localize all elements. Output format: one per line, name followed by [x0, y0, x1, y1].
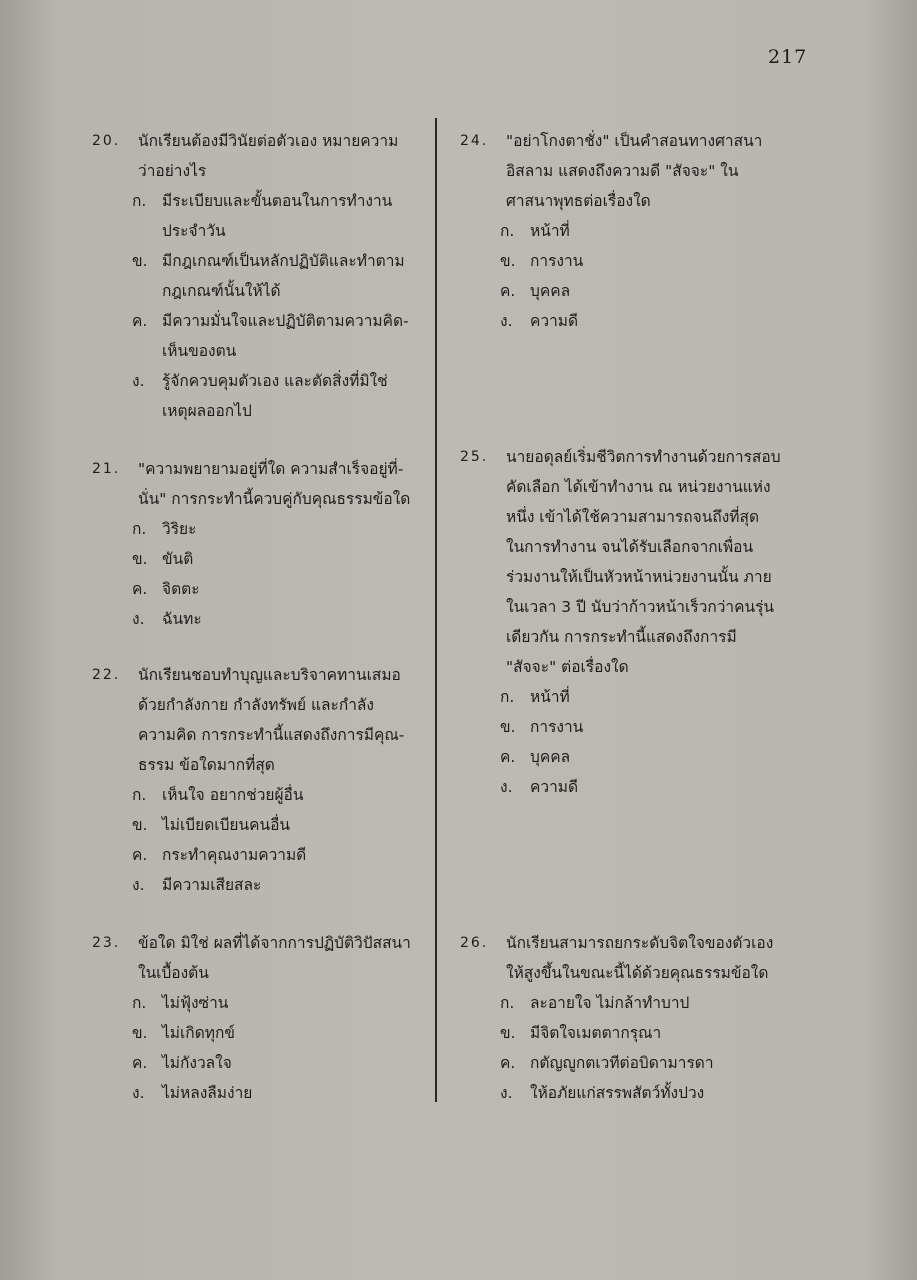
- question-text-cont: ในเวลา 3 ปี นับว่าก้าวหน้าเร็วกว่าคนรุ่น: [506, 598, 775, 616]
- question-text-cont: อิสลาม แสดงถึงความดี "สัจจะ" ใน: [506, 162, 739, 180]
- question-text-cont: "สัจจะ" ต่อเรื่องใด: [506, 658, 629, 676]
- question-text: นักเรียนชอบทำบุญและบริจาคทานเสมอ: [138, 666, 401, 684]
- question-21: [92, 454, 427, 634]
- question-23: [92, 928, 427, 1108]
- question-number: 22.: [92, 667, 121, 683]
- option-c[interactable]: ค. มีความมั่นใจและปฏิบัติตามความคิด-: [132, 312, 409, 330]
- option-d[interactable]: ง. ความดี: [500, 312, 579, 330]
- question-number: 24.: [460, 133, 489, 149]
- option-a-cont: ประจำวัน: [162, 222, 226, 240]
- option-a[interactable]: ก. วิริยะ: [132, 520, 197, 538]
- question-text: นายอดุลย์เริ่มชีวิตการทำงานด้วยการสอบ: [506, 448, 781, 466]
- option-b[interactable]: ข. มีจิตใจเมตตากรุณา: [500, 1024, 662, 1042]
- option-d[interactable]: ง. มีความเสียสละ: [132, 876, 262, 894]
- question-text-cont: ให้สูงขึ้นในขณะนี้ได้ด้วยคุณธรรมข้อใด: [506, 964, 769, 982]
- option-b[interactable]: ข. การงาน: [500, 252, 584, 270]
- option-a[interactable]: ก. มีระเบียบและขั้นตอนในการทำงาน: [132, 192, 393, 210]
- option-c[interactable]: ค. ไม่กังวลใจ: [132, 1054, 232, 1072]
- option-c[interactable]: ค. บุคคล: [500, 748, 571, 766]
- question-text-cont: ด้วยกำลังกาย กำลังทรัพย์ และกำลัง: [138, 696, 374, 714]
- question-number: 25.: [460, 449, 489, 465]
- option-a[interactable]: ก. เห็นใจ อยากช่วยผู้อื่น: [132, 786, 304, 804]
- option-c[interactable]: ค. กระทำคุณงามความดี: [132, 846, 307, 864]
- question-text-cont: ธรรม ข้อใดมากที่สุด: [138, 756, 275, 774]
- option-c[interactable]: ค. จิตตะ: [132, 580, 200, 598]
- question-text-cont: หนึ่ง เข้าได้ใช้ความสามารถจนถึงที่สุด: [506, 508, 760, 526]
- question-text: ข้อใด มิใช่ ผลที่ได้จากการปฏิบัติวิปัสสนา: [138, 934, 411, 952]
- question-text-cont: ร่วมงานให้เป็นหัวหน้าหน่วยงานนั้น ภาย: [506, 568, 772, 586]
- page-number: 217: [768, 46, 808, 68]
- question-text-cont: เดียวกัน การกระทำนี้แสดงถึงการมี: [506, 628, 737, 646]
- question-26: [460, 928, 805, 1108]
- question-number: 20.: [92, 133, 121, 149]
- option-b[interactable]: ข. การงาน: [500, 718, 584, 736]
- option-a[interactable]: ก. หน้าที่: [500, 688, 570, 706]
- question-text-cont: ความคิด การกระทำนี้แสดงถึงการมีคุณ-: [138, 726, 405, 744]
- question-text-cont: ในเบื้องต้น: [138, 964, 209, 982]
- option-a[interactable]: ก. ไม่ฟุ้งซ่าน: [132, 994, 229, 1012]
- option-b[interactable]: ข. มีกฎเกณฑ์เป็นหลักปฏิบัติและทำตาม: [132, 252, 405, 270]
- option-d[interactable]: ง. ความดี: [500, 778, 579, 796]
- column-divider: [435, 118, 437, 1102]
- option-c[interactable]: ค. กตัญญูกตเวทีต่อบิดามารดา: [500, 1054, 714, 1072]
- question-text: "ความพยายามอยู่ที่ใด ความสำเร็จอยู่ที่-: [138, 460, 404, 478]
- question-text-cont: ศาสนาพุทธต่อเรื่องใด: [506, 192, 651, 210]
- question-text: นักเรียนต้องมีวินัยต่อตัวเอง หมายความ: [138, 132, 399, 150]
- question-text-cont: ในการทำงาน จนได้รับเลือกจากเพื่อน: [506, 538, 754, 556]
- option-d[interactable]: ง. รู้จักควบคุมตัวเอง และตัดสิ่งที่มิใช่: [132, 372, 388, 390]
- question-25: [460, 442, 805, 802]
- question-number: 23.: [92, 935, 121, 951]
- option-a[interactable]: ก. ละอายใจ ไม่กล้าทำบาป: [500, 994, 690, 1012]
- question-22: [92, 660, 427, 900]
- option-a[interactable]: ก. หน้าที่: [500, 222, 570, 240]
- option-d-cont: เหตุผลออกไป: [162, 402, 252, 420]
- option-d[interactable]: ง. ให้อภัยแก่สรรพสัตว์ทั้งปวง: [500, 1084, 705, 1102]
- question-text: "อย่าโกงตาชั่ง" เป็นคำสอนทางศาสนา: [506, 132, 763, 150]
- question-text: นักเรียนสามารถยกระดับจิตใจของตัวเอง: [506, 934, 774, 952]
- question-number: 21.: [92, 461, 121, 477]
- option-b[interactable]: ข. ขันติ: [132, 550, 194, 568]
- question-24: [460, 126, 805, 336]
- option-c[interactable]: ค. บุคคล: [500, 282, 571, 300]
- question-number: 26.: [460, 935, 489, 951]
- question-text-cont: ว่าอย่างไร: [138, 162, 207, 180]
- option-b[interactable]: ข. ไม่เบียดเบียนคนอื่น: [132, 816, 290, 834]
- question-text-cont: นั่น" การกระทำนี้ควบคู่กับคุณธรรมข้อใด: [138, 490, 411, 508]
- option-d[interactable]: ง. ฉันทะ: [132, 610, 202, 628]
- option-b-cont: กฎเกณฑ์นั้นให้ได้: [162, 282, 281, 300]
- question-20: [92, 126, 427, 426]
- question-text-cont: คัดเลือก ได้เข้าทำงาน ณ หน่วยงานแห่ง: [506, 478, 771, 496]
- option-b[interactable]: ข. ไม่เกิดทุกข์: [132, 1024, 235, 1042]
- option-d[interactable]: ง. ไม่หลงลืมง่าย: [132, 1084, 253, 1102]
- option-c-cont: เห็นของตน: [162, 342, 237, 360]
